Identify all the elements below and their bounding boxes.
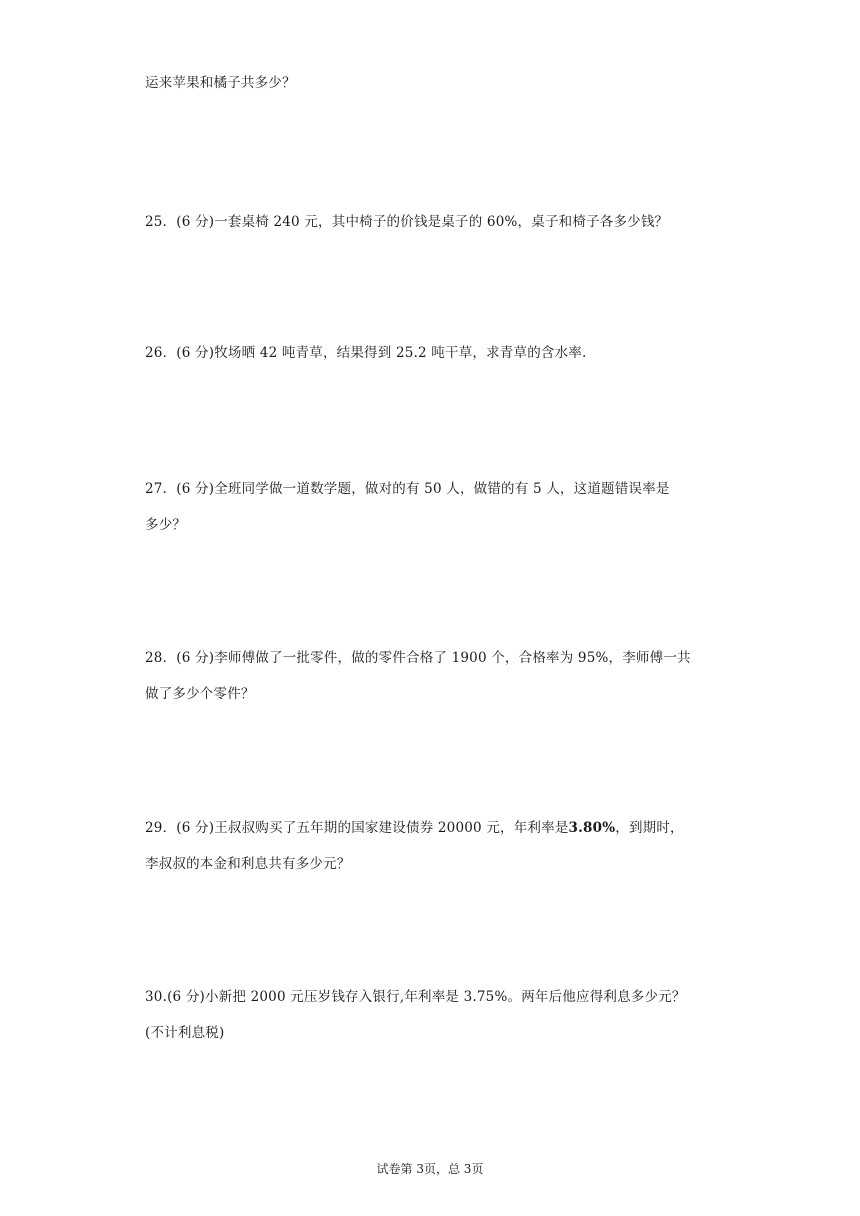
question-24-continuation: 运来苹果和橘子共多少？ (145, 75, 296, 91)
question-29-text-post: ，到期时， (615, 820, 684, 836)
question-30-line-2: (不计利息税) (145, 1025, 225, 1041)
question-29-line-2: 李叔叔的本金和利息共有多少元？ (145, 856, 351, 872)
question-28-line-2: 做了多少个零件？ (145, 686, 255, 702)
question-30-line-1: 30.(6 分)小新把 2000 元压岁钱存入银行,年利率是 3.75%。两年后他应得利息多少元？ (145, 989, 686, 1005)
question-27-line-2: 多少？ (145, 517, 187, 533)
question-29-text-pre: 29．(6 分)王叔叔购买了五年期的国家建设债券 20000 元，年利率是 (145, 820, 569, 836)
question-29-line-1 (145, 818, 684, 838)
question-25: 25．(6 分)一套桌椅 240 元，其中椅子的价钱是桌子的 60%，桌子和椅子各多少钱？ (145, 214, 669, 230)
question-28-line-1: 28．(6 分)李师傅做了一批零件，做的零件合格了 1900 个，合格率为 95%，李师傅一共 (145, 650, 691, 666)
question-26: 26．(6 分)牧场晒 42 吨青草，结果得到 25.2 吨干草，求青草的含水率. (145, 345, 587, 361)
page-footer: 试卷第 3页，总 3页 (376, 1162, 484, 1176)
question-27-line-1: 27．(6 分)全班同学做一道数学题，做对的有 50 人，做错的有 5 人，这道题错误率是 (145, 481, 670, 497)
question-29-rate: 3.80% (568, 820, 616, 836)
